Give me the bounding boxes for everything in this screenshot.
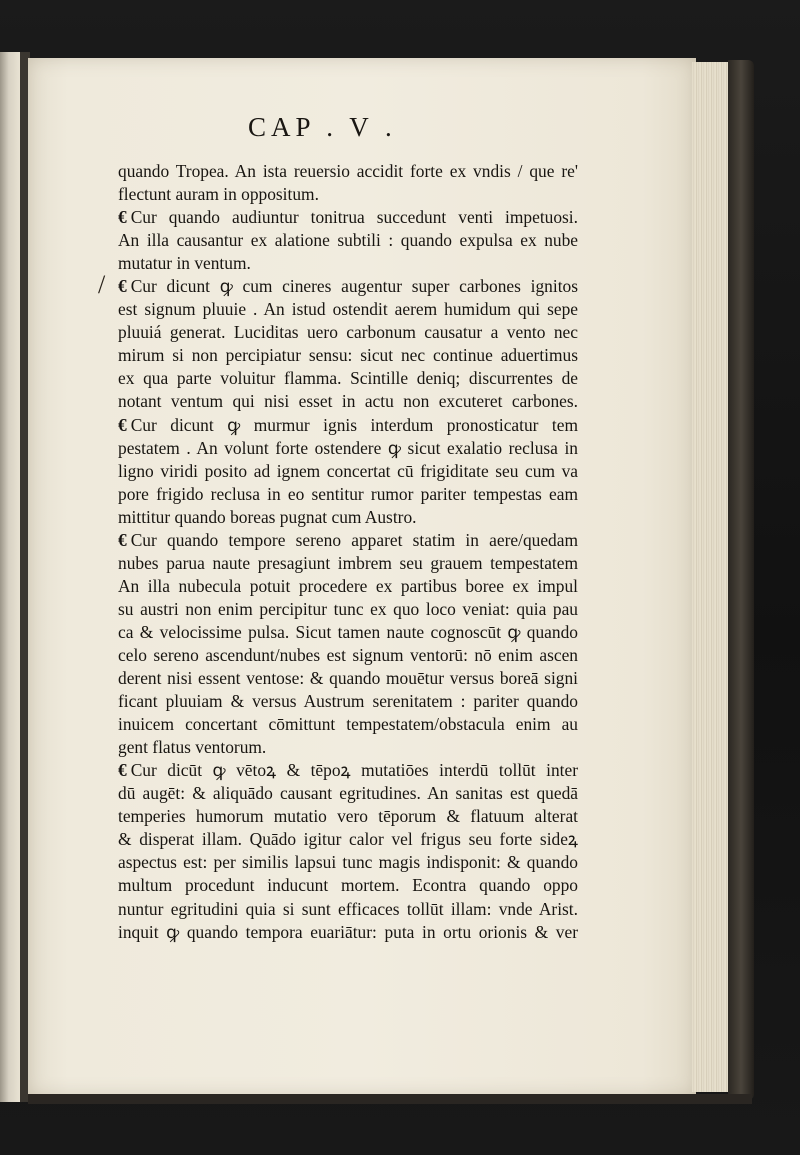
text-line — [118, 344, 578, 367]
line-text: nuntur egritudini quia si sunt efficaces tollūt illam: vnde Arist. — [118, 898, 578, 919]
line-text: mirum si non percipiatur sensu: sicut nec continue aduertimus — [118, 345, 578, 366]
line-text: est signum pluuie . An istud ostendit aerem humidum qui sepe — [118, 299, 578, 320]
text-line — [118, 851, 578, 874]
line-text: Cur dicunt ꝙ cum cineres augentur super carbones ignitos — [130, 276, 578, 297]
text-line — [118, 782, 578, 805]
text-line — [118, 874, 578, 897]
text-line — [118, 828, 578, 851]
margin-mark: / — [98, 270, 106, 299]
text-line — [118, 759, 578, 782]
text-line — [118, 690, 578, 713]
text-line — [118, 529, 578, 552]
text-line — [118, 229, 578, 252]
line-text: aspectus est: per similis lapsui tunc magis indisponit: & quando — [118, 852, 578, 873]
line-text: flectunt auram in oppositum. — [118, 184, 319, 205]
body-text — [118, 160, 578, 944]
line-text: temperies humorum mutatio vero tēporum & flatuum alterat — [118, 806, 578, 827]
line-text: inuicem concertant cōmittunt tempestatem/obstacula enim au — [118, 714, 578, 735]
text-line — [118, 437, 578, 460]
line-text: gent flatus ventorum. — [118, 737, 267, 758]
line-text: ex qua parte voluitur flamma. Scintille deniq; discurrentes de — [118, 368, 578, 389]
line-text: quando Tropea. An ista reuersio accidit forte ex vndis / que re' — [118, 161, 578, 181]
line-text: & disperat illam. Quādo igitur calor vel frigus seu forte sideꝝ — [118, 829, 578, 850]
text-line — [118, 736, 578, 759]
line-text: Cur quando audiuntur tonitrua succedunt venti impetuosi. — [130, 207, 578, 228]
chapter-heading: CAP . V . — [248, 112, 397, 142]
page-stack-edges — [692, 62, 732, 1092]
paragraph-mark: € — [118, 760, 127, 781]
text-line — [118, 805, 578, 828]
text-line — [118, 898, 578, 921]
line-text: An illa causantur ex alatione subtili : quando expulsa ex nube — [118, 230, 578, 251]
text-line — [118, 183, 578, 206]
line-text: dū augēt: & aliquādo causant egritudines. An sanitas est quedā — [118, 783, 578, 804]
text-line — [118, 390, 578, 413]
paragraph-mark: € — [118, 529, 127, 550]
line-text: ca & velocissime pulsa. Sicut tamen naute cognoscūt ꝙ quando — [118, 621, 578, 642]
text-line — [118, 575, 578, 598]
line-text: inquit ꝙ quando tempora euariātur: puta in ortu orionis & ver — [118, 921, 578, 942]
text-line — [118, 160, 578, 183]
text-line — [118, 552, 578, 575]
line-text: notant ventum qui nisi esset in actu non excuteret carbones. — [118, 391, 578, 412]
text-line — [118, 275, 578, 298]
text-line — [118, 713, 578, 736]
line-text: derent nisi essent ventose: & quando mouētur versus boreā signi — [118, 668, 578, 689]
text-line — [118, 644, 578, 667]
line-text: multum procedunt inducunt mortem. Econtra quando oppo — [118, 875, 578, 896]
line-text: mittitur quando boreas pugnat cum Austro. — [118, 506, 417, 527]
line-text: Cur dicunt ꝙ murmur ignis interdum pronosticatur tem — [130, 414, 578, 435]
line-text: Cur quando tempore sereno apparet statim in aere/quedam — [130, 529, 578, 550]
line-text: ligno viridi posito ad ignem concertat cū frigiditate seu cum va — [118, 460, 578, 481]
text-line — [118, 921, 578, 944]
line-text: Cur dicūt ꝙ vētoꝝ & tēpoꝝ mutatiōes interdū tollūt inter — [130, 760, 578, 781]
text-line — [118, 667, 578, 690]
text-line — [118, 321, 578, 344]
paragraph-mark: € — [118, 276, 127, 297]
paragraph-mark: € — [118, 414, 127, 435]
text-line — [118, 460, 578, 483]
book-bottom-board — [28, 1094, 752, 1104]
line-text: An illa nubecula potuit procedere ex partibus boree ex impul — [118, 575, 578, 596]
text-line — [118, 367, 578, 390]
line-text: pluuiá generat. Luciditas uero carbonum causatur a vento nec — [118, 322, 578, 343]
line-text: su austri non enim percipitur tunc ex quo loco veniat: quia pau — [118, 598, 578, 619]
paragraph-mark: € — [118, 207, 127, 228]
text-line — [118, 252, 578, 275]
text-line — [118, 414, 578, 437]
text-line — [118, 598, 578, 621]
text-line — [118, 206, 578, 229]
text-line — [118, 298, 578, 321]
text-line — [118, 621, 578, 644]
text-line — [118, 506, 578, 529]
line-text: nubes parua naute presagiunt imbrem seu grauem tempestatem — [118, 552, 578, 573]
line-text: pestatem . An volunt forte ostendere ꝙ sicut exalatio reclusa in — [118, 437, 578, 458]
text-line — [118, 483, 578, 506]
line-text: ficant pluuiam & versus Austrum serenitatem : pariter quando — [118, 691, 578, 712]
book-cover-edge — [728, 60, 754, 1100]
line-text: mutatur in ventum. — [118, 253, 251, 274]
line-text: celo sereno ascendunt/nubes est signum ventorū: nō enim ascen — [118, 644, 578, 665]
line-text: pore frigido reclusa in eo sentitur rumor pariter tempestas eam — [118, 483, 578, 504]
